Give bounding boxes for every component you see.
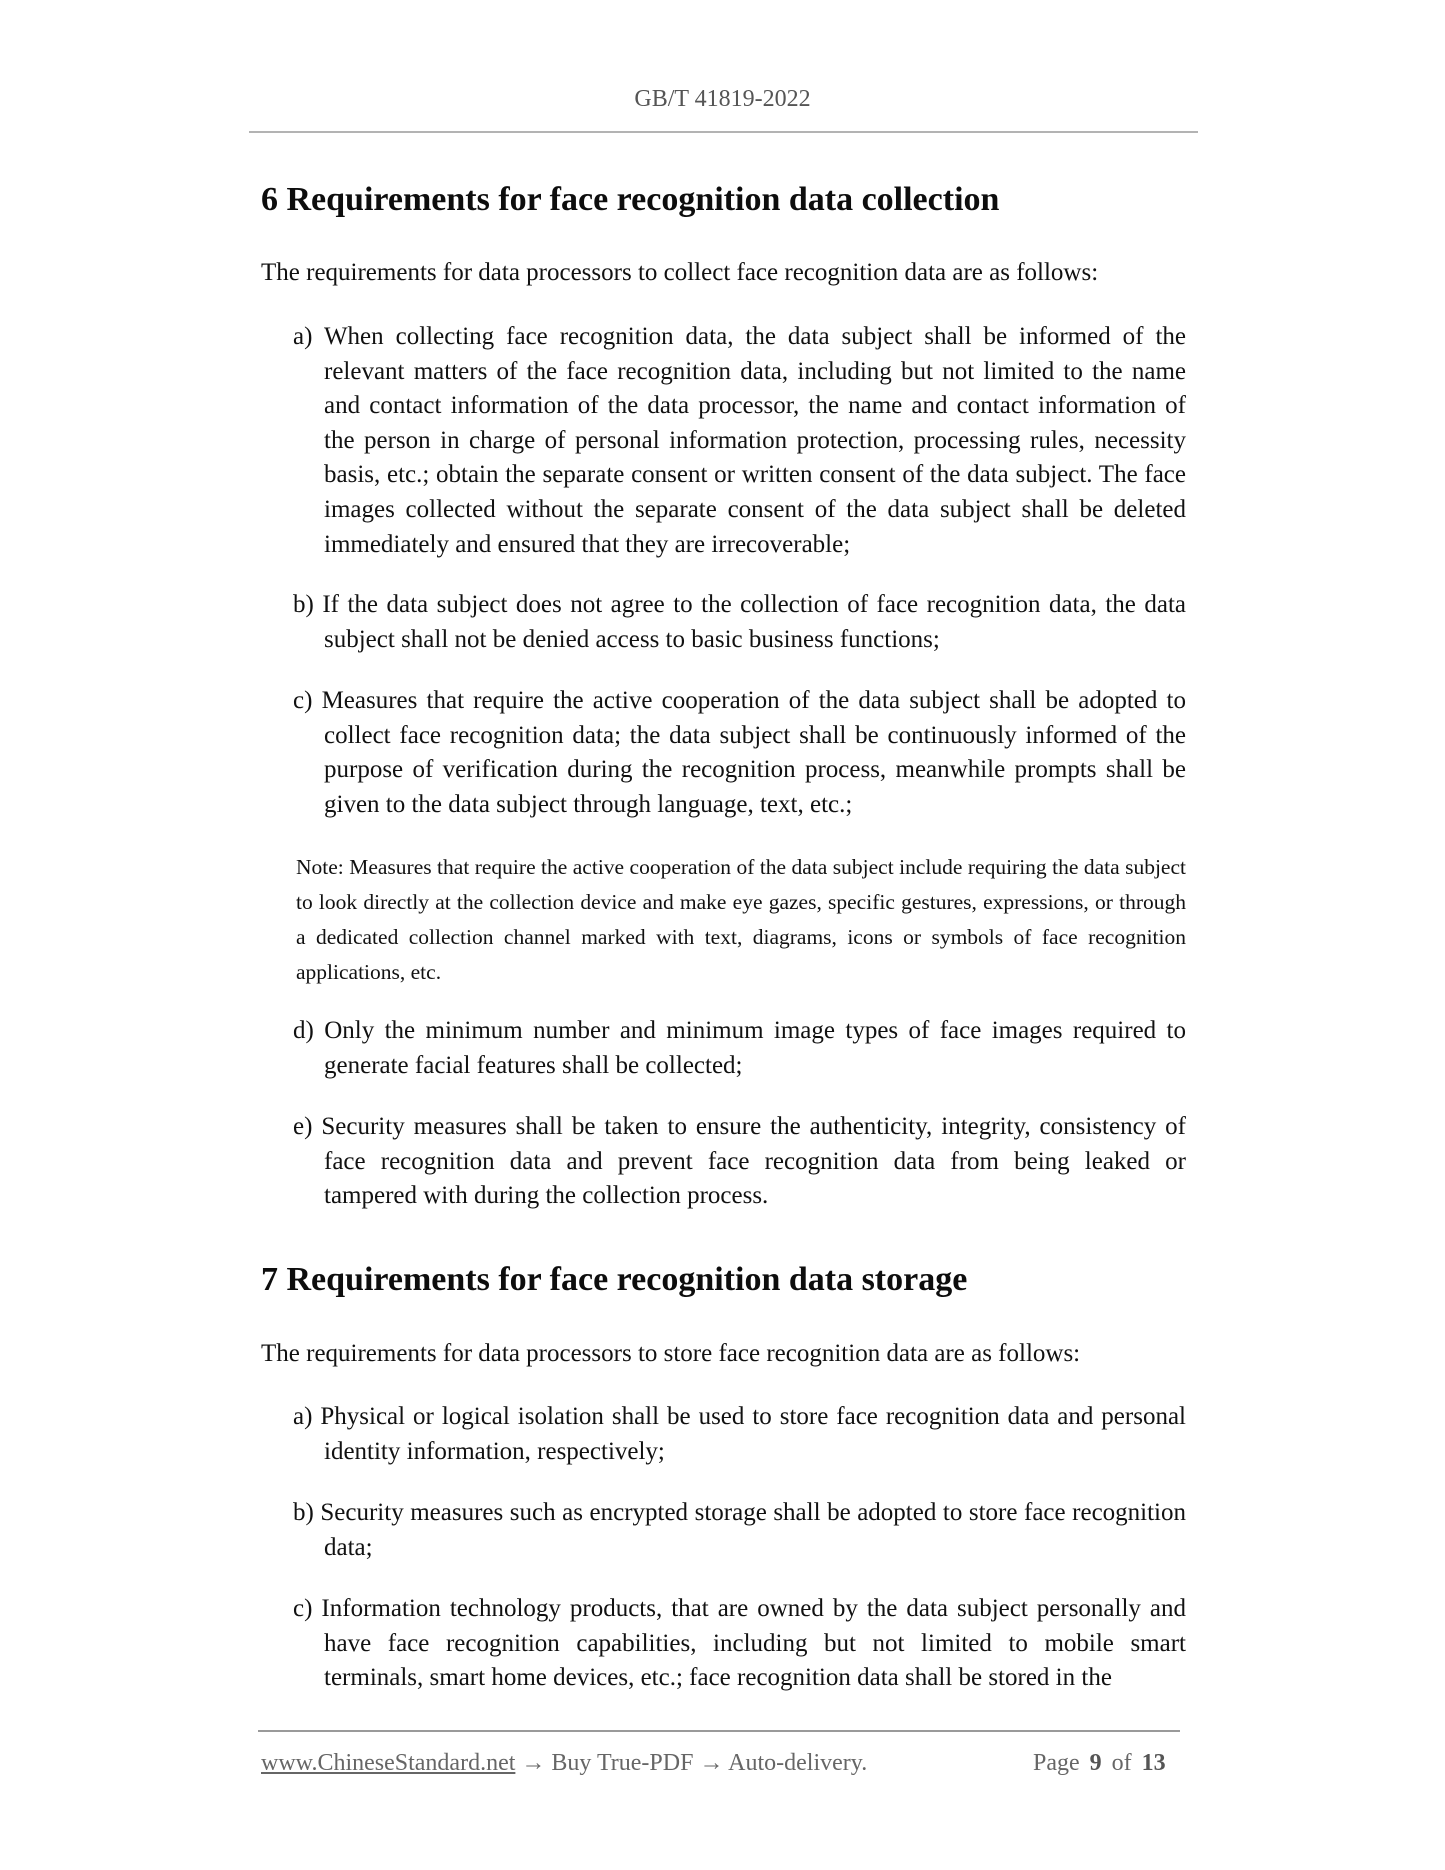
section-6-item-e xyxy=(293,1110,1186,1214)
item-text: Security measures shall be taken to ensure the authenticity, integrity, consistency of face recognition data and prevent face recognition data from being leaked or tampered with during the collection process. xyxy=(321,1113,1186,1210)
section-6-heading: 6 Requirements for face recognition data collection xyxy=(261,181,1000,218)
page-of-label: of xyxy=(1111,1750,1132,1776)
section-7-item-b xyxy=(293,1496,1186,1565)
item-label: d) xyxy=(293,1017,314,1044)
current-page-number: 9 xyxy=(1089,1750,1102,1776)
buy-true-pdf-text: Buy True-PDF xyxy=(551,1750,694,1776)
section-6-note: Note: Measures that require the active cooperation of the data subject include requiring the data subject to look directly at the collection device and make eye gazes, specific gestures, expressions, or through a dedicated collection channel marked with text, diagrams, icons or symbols of face recognition applications, etc. xyxy=(296,855,1186,984)
section-6-item-b xyxy=(293,588,1186,657)
item-label: b) xyxy=(293,591,314,618)
section-6-intro: The requirements for data processors to collect face recognition data are as follows: xyxy=(261,259,1099,286)
page-label: Page xyxy=(1033,1750,1080,1776)
arrow-right-icon: → xyxy=(699,1750,724,1776)
section-6-item-d xyxy=(293,1014,1186,1083)
item-text: Information technology products, that are owned by the data subject personally and have face recognition capabilities, including but not limited to mobile smart terminals, smart home devices, etc.; face recognition data shall be stored in the xyxy=(321,1595,1187,1692)
item-text: Only the minimum number and minimum image types of face images required to generate facial features shall be collected; xyxy=(324,1017,1186,1079)
section-6-item-a xyxy=(293,320,1186,562)
footer-promo xyxy=(261,1748,867,1778)
section-7-item-a xyxy=(293,1400,1186,1469)
item-label: c) xyxy=(293,1595,313,1622)
item-text: When collecting face recognition data, the data subject shall be informed of the relevant matters of the face recognition data, including but not limited to the name and contact information of the data processor, the name and contact information of the person in charge of personal information protection, processing rules, necessity basis, etc.; obtain the separate consent or written consent of the data subject. The face images collected without the separate consent of the data subject shall be deleted immediately and ensured that they are irrecoverable; xyxy=(323,323,1186,558)
chinesestandard-link[interactable]: www.ChineseStandard.net xyxy=(261,1750,516,1776)
total-pages-number: 13 xyxy=(1141,1750,1166,1776)
section-7-heading: 7 Requirements for face recognition data storage xyxy=(261,1261,968,1298)
header-divider xyxy=(249,131,1198,133)
item-label: e) xyxy=(293,1113,313,1140)
document-id-header: GB/T 41819-2022 xyxy=(634,86,811,112)
item-label: a) xyxy=(293,323,313,350)
item-text: Measures that require the active cooperation of the data subject shall be adopted to collect face recognition data; the data subject shall be continuously informed of the purpose of verification during the recognition process, meanwhile prompts shall be given to the data subject through language, text, etc.; xyxy=(321,687,1186,818)
item-text: If the data subject does not agree to the collection of face recognition data, the data subject shall not be denied access to basic business functions; xyxy=(322,591,1186,653)
item-label: b) xyxy=(293,1499,314,1526)
item-label: a) xyxy=(293,1403,313,1430)
page-indicator xyxy=(1033,1748,1166,1778)
section-7-intro: The requirements for data processors to store face recognition data are as follows: xyxy=(261,1340,1081,1367)
auto-delivery-text: Auto-delivery. xyxy=(728,1750,868,1776)
item-label: c) xyxy=(293,687,313,714)
footer-divider xyxy=(258,1730,1180,1732)
section-6-item-c xyxy=(293,684,1186,822)
item-text: Security measures such as encrypted storage shall be adopted to store face recognition data; xyxy=(320,1499,1187,1561)
section-7-item-c xyxy=(293,1592,1186,1696)
arrow-right-icon: → xyxy=(521,1750,546,1776)
item-text: Physical or logical isolation shall be used to store face recognition data and personal identity information, respectively; xyxy=(320,1403,1186,1465)
